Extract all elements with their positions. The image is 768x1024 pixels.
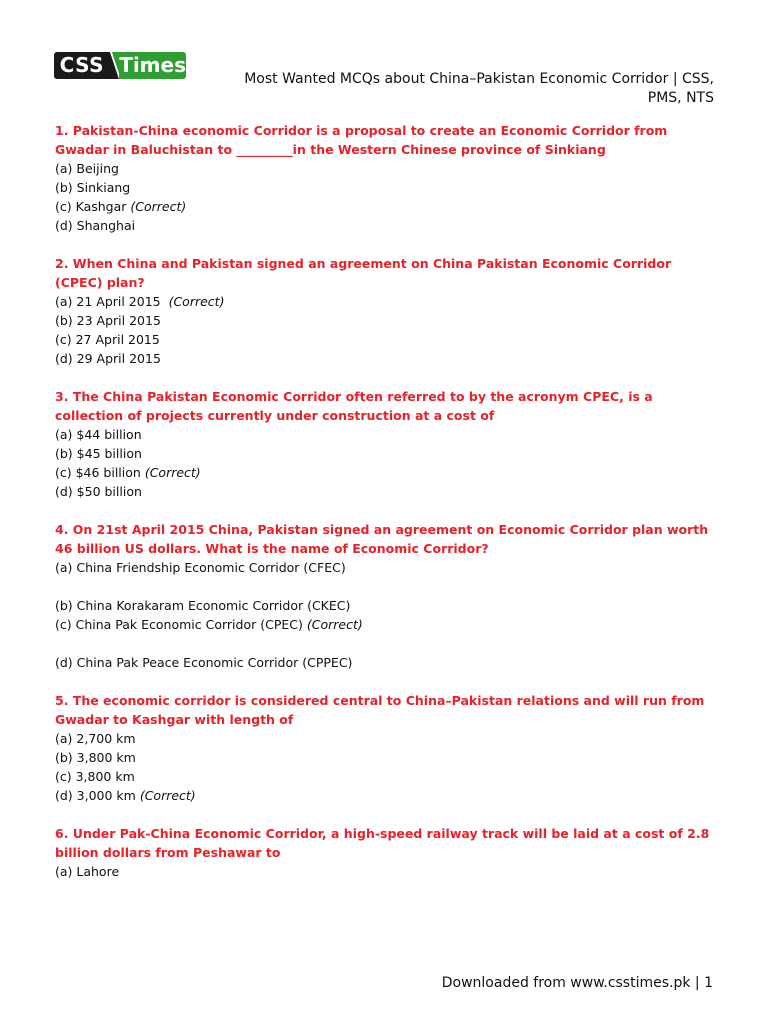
option: (b) Sinkiang [55, 180, 131, 195]
question-text: 3. The China Pakistan Economic Corridor often referred to by the acronym CPEC, is a collection of projects currently under construction at a cost of [55, 389, 653, 423]
option: (c) China Pak Economic Corridor (CPEC) (Correct) [55, 617, 363, 632]
question-5 [55, 691, 715, 805]
option: (a) China Friendship Economic Corridor (CFEC) [55, 560, 346, 575]
logo-times-text: Times [119, 53, 186, 77]
option: (a) Beijing [55, 161, 119, 176]
option: (a) $44 billion [55, 427, 142, 442]
logo-slash [110, 52, 120, 79]
question-text: 5. The economic corridor is considered central to China–Pakistan relations and will run from Gwadar to Kashgar with length of [55, 693, 705, 727]
correct-marker: (Correct) [139, 788, 196, 803]
option: (a) 2,700 km [55, 731, 136, 746]
option: (a) 21 April 2015 (Correct) [55, 294, 225, 309]
option: (c) $46 billion (Correct) [55, 465, 201, 480]
option: (d) Shanghai [55, 218, 136, 233]
mcq-list [55, 121, 715, 900]
question-text: 6. Under Pak-China Economic Corridor, a high-speed railway track will be laid at a cost of 2.8 billion dollars from Peshawar to [55, 826, 710, 860]
option: (d) $50 billion [55, 484, 142, 499]
question-3 [55, 387, 715, 501]
option: (d) China Pak Peace Economic Corridor (CPPEC) [55, 655, 353, 670]
correct-marker: (Correct) [168, 294, 225, 309]
correct-marker: (Correct) [130, 199, 187, 214]
question-1 [55, 121, 715, 235]
option: (d) 3,000 km (Correct) [55, 788, 196, 803]
logo-css-text: CSS [54, 52, 110, 79]
question-text: 2. When China and Pakistan signed an agreement on China Pakistan Economic Corridor (CPEC) plan? [55, 256, 672, 290]
option: (c) 27 April 2015 [55, 332, 160, 347]
option: (b) 3,800 km [55, 750, 136, 765]
page-footer: Downloaded from www.csstimes.pk | 1 [441, 975, 713, 991]
option: (c) 3,800 km [55, 769, 135, 784]
question-text: 4. On 21st April 2015 China, Pakistan signed an agreement on Economic Corridor plan worth 46 billion US dollars. What is the name of Economic Corridor? [55, 522, 709, 556]
option: (d) 29 April 2015 [55, 351, 161, 366]
question-4 [55, 520, 715, 672]
csstimes-logo [54, 52, 186, 79]
option: (b) China Korakaram Economic Corridor (CKEC) [55, 598, 351, 613]
option: (b) $45 billion [55, 446, 142, 461]
question-6 [55, 824, 715, 881]
question-text: 1. Pakistan-China economic Corridor is a proposal to create an Economic Corridor from Gwadar in Baluchistan to _________in the Western Chinese province of Sinkiang [55, 123, 668, 157]
option: (b) 23 April 2015 [55, 313, 161, 328]
correct-marker: (Correct) [144, 465, 201, 480]
option: (a) Lahore [55, 864, 120, 879]
correct-marker: (Correct) [306, 617, 363, 632]
page-title: Most Wanted MCQs about China–Pakistan Economic Corridor | CSS, PMS, NTS [244, 71, 714, 106]
question-2 [55, 254, 715, 368]
option: (c) Kashgar (Correct) [55, 199, 187, 214]
